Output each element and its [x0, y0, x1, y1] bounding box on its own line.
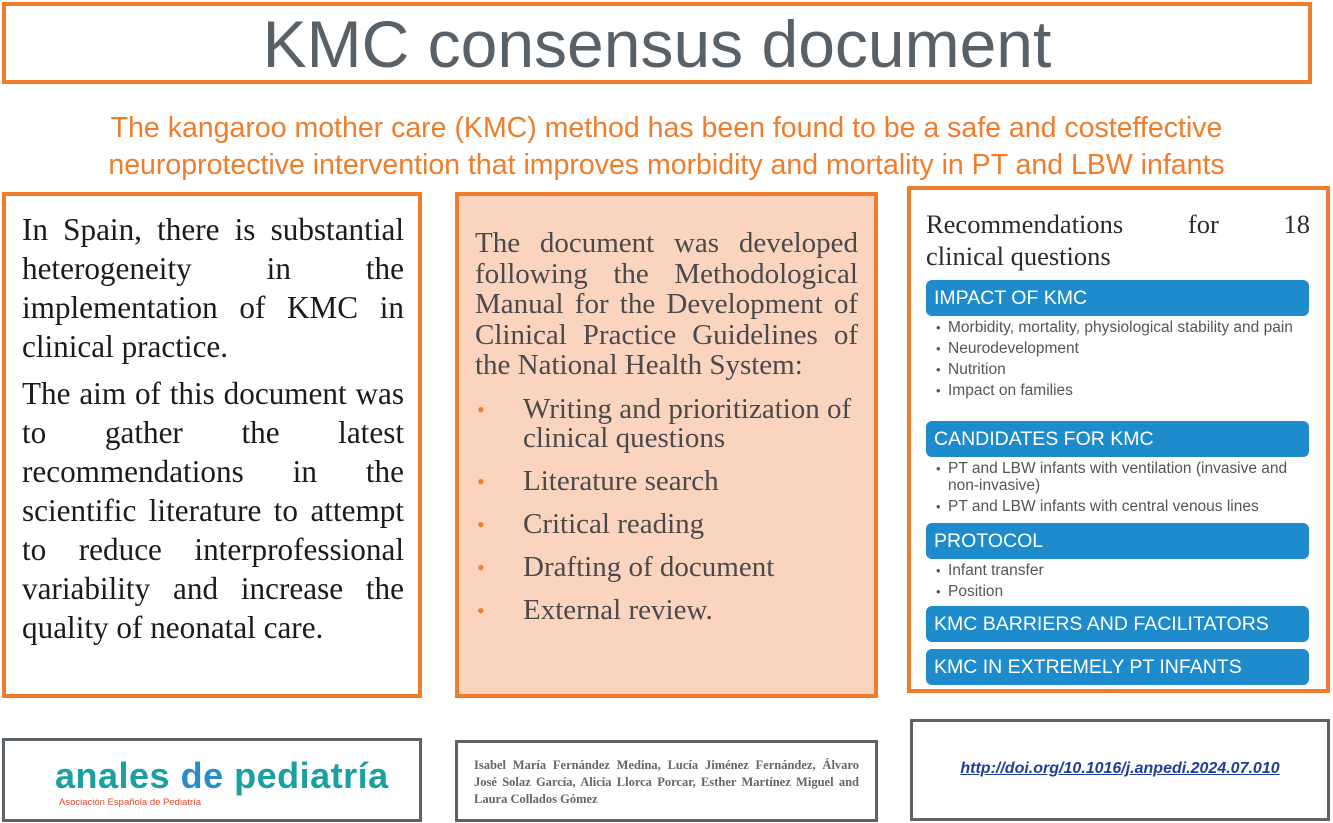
list-item: • PT and LBW infants with ventilation (invasive and non-invasive) [932, 461, 1312, 494]
authors-box [455, 740, 878, 822]
methods-step-text: Literature search [523, 464, 719, 497]
heading-line-2: clinical questions [926, 241, 1111, 271]
section-list-candidates [932, 461, 1312, 520]
methods-step-text: Drafting of document [523, 550, 775, 583]
authors-text: Isabel María Fernández Medina, Lucía Jiménez Fernández, Álvaro José Solaz García, Alicia Llorca Porcar, Esther Martínez Miguel and Laura Collados Gómez [474, 758, 859, 806]
doi-box [910, 719, 1330, 821]
methods-step [475, 464, 858, 497]
methods-step [475, 507, 858, 540]
section-bar-impact: IMPACT OF KMC [926, 280, 1309, 316]
title-box [2, 2, 1312, 84]
section-list-impact [932, 320, 1312, 404]
heading-word: Recommendations [926, 209, 1124, 239]
page-title: KMC consensus document [262, 7, 1052, 81]
context-panel [2, 192, 422, 698]
list-item: • Neurodevelopment [932, 341, 1312, 358]
context-paragraph-1: In Spain, there is substantial heterogeneity in the implementation of KMC in clinical practice. [22, 212, 404, 364]
list-item: • Position [932, 584, 1312, 601]
section-bar-barriers: KMC BARRIERS AND FACILITATORS [926, 606, 1309, 642]
subtitle [10, 110, 1323, 184]
list-item: • Infant transfer [932, 563, 1312, 580]
bullet-icon: • [477, 597, 485, 623]
subtitle-line-1: The kangaroo mother care (KMC) method has been found to be a safe and costeffective [110, 112, 1223, 144]
methods-step-text: Critical reading [523, 507, 705, 540]
logo-word: anales [55, 755, 181, 796]
bullet-icon: • [477, 554, 485, 580]
subtitle-line-2: neuroprotective intervention that improves morbidity and mortality in PT and LBW infants [108, 149, 1225, 181]
list-item: • Nutrition [932, 362, 1312, 379]
methods-step-text: External review. [523, 593, 713, 626]
context-paragraph-2: The aim of this document was to gather the latest recommendations in the scientific literature to attempt to reduce interprofessional variability and increase the quality of neonatal care. [22, 376, 404, 645]
section-bar-candidates: CANDIDATES FOR KMC [926, 421, 1309, 457]
section-bar-extremely-pt: KMC IN EXTREMELY PT INFANTS [926, 649, 1309, 685]
section-bar-protocol: PROTOCOL [926, 523, 1309, 559]
logo-word: de [180, 755, 224, 796]
journal-logo [55, 755, 389, 797]
journal-logo-box [2, 738, 422, 822]
list-item: • Morbidity, mortality, physiological stability and pain [932, 320, 1312, 337]
list-item: • Impact on families [932, 383, 1312, 400]
methods-intro: The document was developed following the Methodological Manual for the Development of Clinical Practice Guidelines of the National Health System: [475, 227, 858, 381]
heading-word: 18 [1283, 209, 1310, 239]
methods-steps-list [475, 392, 858, 626]
doi-link[interactable]: http://doi.org/10.1016/j.anpedi.2024.07.010 [960, 760, 1280, 777]
methods-panel [455, 192, 878, 698]
logo-subtitle: Asociación Española de Pediatría [59, 797, 202, 808]
bullet-icon: • [477, 468, 485, 494]
methods-step [475, 593, 858, 626]
bullet-icon: • [477, 511, 485, 537]
section-list-protocol [932, 563, 1312, 605]
heading-word: for [1187, 209, 1219, 239]
list-item: • PT and LBW infants with central venous lines [932, 499, 1312, 516]
methods-step-text: Writing and prioritization of clinical questions [523, 392, 852, 454]
methods-step [475, 550, 858, 583]
recommendations-heading [926, 208, 1310, 272]
logo-word: pediatría [223, 755, 389, 796]
bullet-icon: • [477, 396, 485, 422]
methods-step [475, 392, 858, 454]
